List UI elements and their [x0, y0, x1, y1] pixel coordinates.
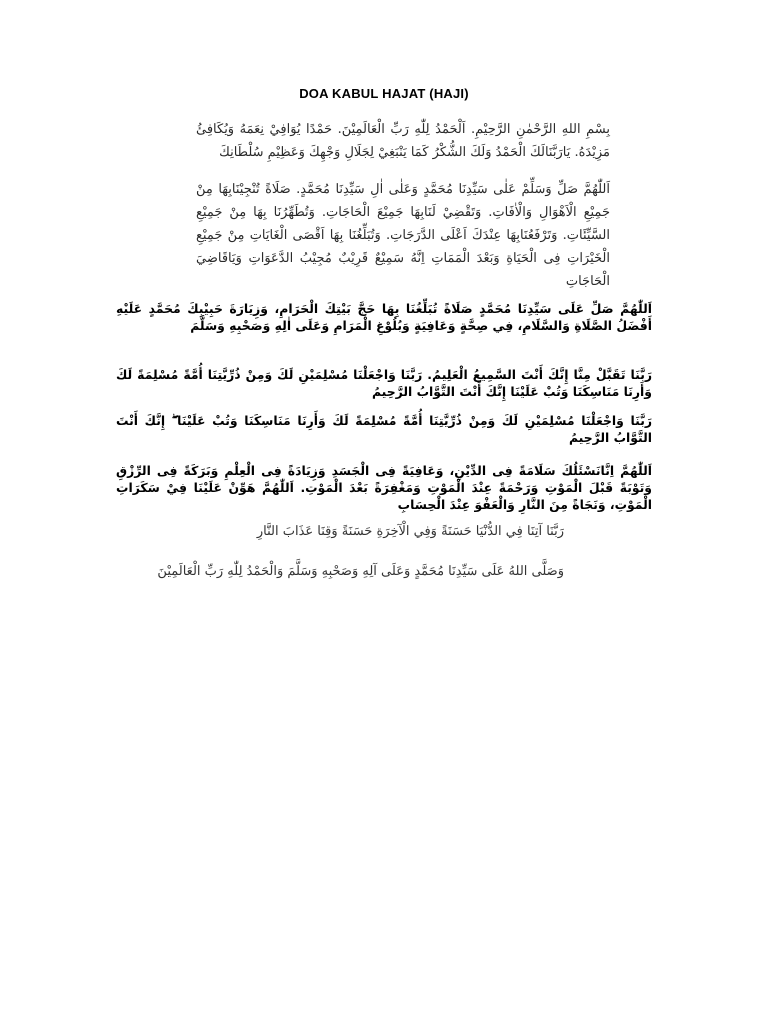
paragraph-salawat-hajj: اَللّٰهُمَّ صَلِّ عَلَى سَيِّدِنَا مُحَمَّدٍ صَلَاةً تُبَلِّغُنَا بِهَا حَجَّ بَيْتِكَ الْحَرَامِ، وَزِيَارَةَ حَبِيْبِكَ مُحَمَّدٍ عَلَيْهِ أَفْضَلُ الصَّلَاةِ وَالسَّلَامِ، فِي صِحَّةٍ وَعَافِيَةٍ وَبُلُوْغِ الْمَرَامِ وَعَلَى اٰلِهِ وَصَحْبِهِ وَسَلَّمَ — [116, 301, 652, 333]
paragraph-allahumma-nasaluka: اَللّٰهُمَّ اِنَّانَسْئَلُكَ سَلَامَةً فِى الدِّيْنِ، وَعَافِيَةً فِى الْجَسَدِ وَزِيَادَةً فِى الْعِلْمِ وَبَرَكَةً فِى الرِّزْقِ وَتَوْبَةً قَبْلَ الْمَوْتِ وَرَحْمَةً عِنْدَ الْمَوْتِ وَمَغْفِرَةً بَعْدَ الْمَوْتِ. اَللّٰهُمَّ هَوِّنْ عَلَيْنَا فِيْ سَكَرَاتِ الْمَوْتِ، وَنَجَاةً مِنَ النَّارِ وَالْعَفْوَ عِنْدَ الْحِسَابِ — [116, 463, 652, 512]
paragraph-rabbana-waj-alna: رَبَّنَا وَاجْعَلْنَا مُسْلِمَيْنِ لَكَ وَمِنْ ذُرِّيَّتِنَا أُمَّةً مُسْلِمَةً لَكَ وَأَرِنَا مَنَاسِكَنَا وَتُبْ عَلَيْنَا ۖ إِنَّكَ أَنْتَ التَّوَّابُ الرَّحِيمُ — [116, 413, 652, 445]
scanned-paragraph-salawat: اَللّٰهُمَّ صَلِّ وَسَلِّمْ عَلٰى سَيِّدِنَا مُحَمَّدٍ وَعَلٰى اٰلِ سَيِّدِنَا مُحَمَّدٍ. صَلَاةً تُنْجِيْنَابِهَا مِنْ جَمِيْعِ الْاَهْوَالِ وَالْاٰفَاتِ. وَتَقْضِيْ لَنَابِهَا جَمِيْعَ الْحَاجَاتِ. وَتُطَهِّرُنَا بِهَا مِنْ جَمِيْعِ السَّيِّئَاتِ. وَتَرْفَعُنَابِهَا عِنْدَكَ اَعْلَى الدَّرَجَاتِ. وَتُبَلِّغُنَا بِهَا اَقْصَى الْغَايَاتِ مِنْ جَمِيْعِ الْخَيْرَاتِ فِى الْحَيَاةِ وَبَعْدَ الْمَمَاتِ اِنَّهُ سَمِيْعٌ قَرِيْبٌ مُجِيْبُ الدَّعَوَاتِ وَيَاقَاضِيَ الْحَاجَاتِ — [196, 182, 610, 289]
document-title: DOA KABUL HAJAT (HAJI) — [299, 86, 469, 101]
paragraph-rabbana-taqabbal: رَبَّنَا تَقَبَّلْ مِنَّا إِنَّكَ أَنْتَ السَّمِيعُ الْعَلِيمُ. رَبَّنَا وَاجْعَلْنَا مُسْلِمَيْنِ لَكَ وَمِنْ ذُرِّيَّتِنَا أُمَّةً مُسْلِمَةً لَكَ وَأَرِنَا مَنَاسِكَنَا وَتُبْ عَلَيْنَا إِنَّكَ أَنْتَ التَّوَّابُ الرَّحِيمُ — [116, 367, 652, 399]
closing-salawat-hamd: وَصَلَّى اللهُ عَلَى سَيِّدِنَا مُحَمَّدٍ وَعَلَى آلِهِ وَصَحْبِهِ وَسَلَّمَ وَالْحَمْدُ لِلّٰهِ رَبِّ الْعَالَمِيْنَ — [157, 564, 564, 579]
closing-rabbana-atina: رَبَّنَا آتِنَا فِي الدُّنْيَا حَسَنَةً وَفِي الْآخِرَةِ حَسَنَةً وَقِنَا عَذَابَ النَّارِ — [256, 524, 564, 539]
scanned-paragraph-basmalah: بِسْمِ اللهِ الرَّحْمٰنِ الرَّحِيْمِ. اَلْحَمْدُ لِلّٰهِ رَبِّ الْعَالَمِيْنَ. حَمْدًا يُوَافِيْ نِعَمَهُ وَيُكَافِئُ مَزِيْدَهُ. يَارَبَّنَالَكَ الْحَمْدُ وَلَكَ الشُّكْرُ كَمَا يَنْبَغِيْ لِجَلَالِ وَجْهِكَ وَعَظِيْمِ سُلْطَانِكَ — [196, 122, 610, 160]
